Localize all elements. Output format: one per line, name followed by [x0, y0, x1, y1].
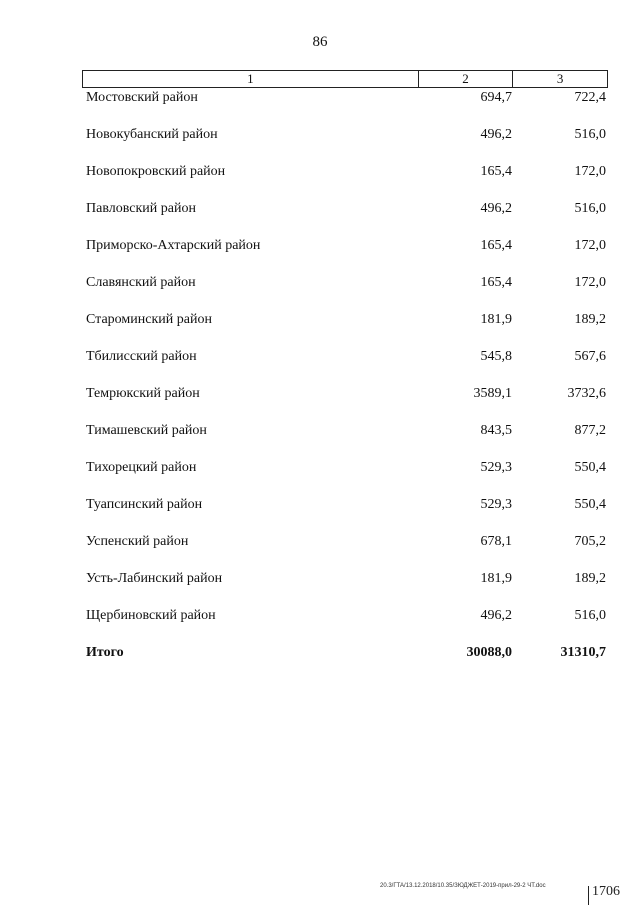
value-col-2: 496,2 [480, 608, 512, 623]
document-file-code: 20.3/ГТА/13.12.2018/10.35/ЗЮДЖЕТ-2019-прил-29-2 ЧТ.doc [380, 883, 546, 889]
table-row [82, 458, 608, 495]
district-name: Туапсинский район [86, 497, 203, 512]
value-col-2: 529,3 [480, 497, 512, 512]
district-name: Темрюкский район [86, 386, 200, 401]
table-row [82, 495, 608, 532]
district-name: Мостовский район [86, 90, 198, 105]
district-name: Успенский район [86, 534, 189, 549]
value-col-3: 516,0 [574, 201, 606, 216]
value-col-2: 181,9 [480, 312, 512, 327]
district-name: Тихорецкий район [86, 460, 197, 475]
table-row [82, 384, 608, 421]
table-row [82, 606, 608, 643]
table-row [82, 273, 608, 310]
value-col-3: 877,2 [574, 423, 606, 438]
table-row [82, 125, 608, 162]
value-col-2: 165,4 [480, 164, 512, 179]
value-col-3: 705,2 [574, 534, 606, 549]
value-col-3: 172,0 [574, 238, 606, 253]
district-name: Приморско-Ахтарский район [86, 238, 261, 253]
table-row [82, 532, 608, 569]
value-col-3: 172,0 [574, 164, 606, 179]
page-number: 86 [312, 34, 328, 50]
value-col-3: 516,0 [574, 608, 606, 623]
table-row [82, 421, 608, 458]
header-col-1: 1 [83, 71, 419, 87]
district-name: Щербиновский район [86, 608, 216, 623]
table-row [82, 88, 608, 125]
value-col-2: 181,9 [480, 571, 512, 586]
value-col-3: 567,6 [574, 349, 606, 364]
value-col-3: 722,4 [574, 90, 606, 105]
value-col-2: 678,1 [480, 534, 512, 549]
total-col-2: 30088,0 [466, 645, 512, 660]
value-col-3: 3732,6 [567, 386, 606, 401]
table-row [82, 162, 608, 199]
value-col-3: 189,2 [574, 312, 606, 327]
table-row [82, 310, 608, 347]
district-name: Славянский район [86, 275, 196, 290]
table-body [82, 88, 608, 680]
district-name: Староминский район [86, 312, 212, 327]
table-row [82, 199, 608, 236]
value-col-3: 189,2 [574, 571, 606, 586]
district-name: Тбилисский район [86, 349, 197, 364]
total-label: Итого [86, 645, 124, 660]
value-col-2: 3589,1 [473, 386, 512, 401]
header-col-3: 3 [556, 71, 564, 86]
table-row [82, 569, 608, 606]
header-col-2: 2 [419, 71, 514, 87]
value-col-3: 550,4 [574, 497, 606, 512]
district-name: Новокубанский район [86, 127, 218, 142]
district-name: Усть-Лабинский район [86, 571, 223, 586]
value-col-2: 694,7 [480, 90, 512, 105]
district-name: Новопокровский район [86, 164, 226, 179]
stamp-divider [588, 886, 589, 905]
value-col-3: 172,0 [574, 275, 606, 290]
district-name: Тимашевский район [86, 423, 207, 438]
value-col-2: 545,8 [480, 349, 512, 364]
value-col-2: 165,4 [480, 275, 512, 290]
district-name: Павловский район [86, 201, 196, 216]
table-header [82, 70, 608, 88]
stamp-number: 1706 [592, 884, 620, 899]
value-col-2: 843,5 [480, 423, 512, 438]
value-col-2: 496,2 [480, 201, 512, 216]
value-col-3: 550,4 [574, 460, 606, 475]
table-total-row [82, 643, 608, 680]
value-col-3: 516,0 [574, 127, 606, 142]
table-row [82, 347, 608, 384]
value-col-2: 496,2 [480, 127, 512, 142]
total-col-3: 31310,7 [560, 645, 606, 660]
value-col-2: 529,3 [480, 460, 512, 475]
table-row [82, 236, 608, 273]
value-col-2: 165,4 [480, 238, 512, 253]
